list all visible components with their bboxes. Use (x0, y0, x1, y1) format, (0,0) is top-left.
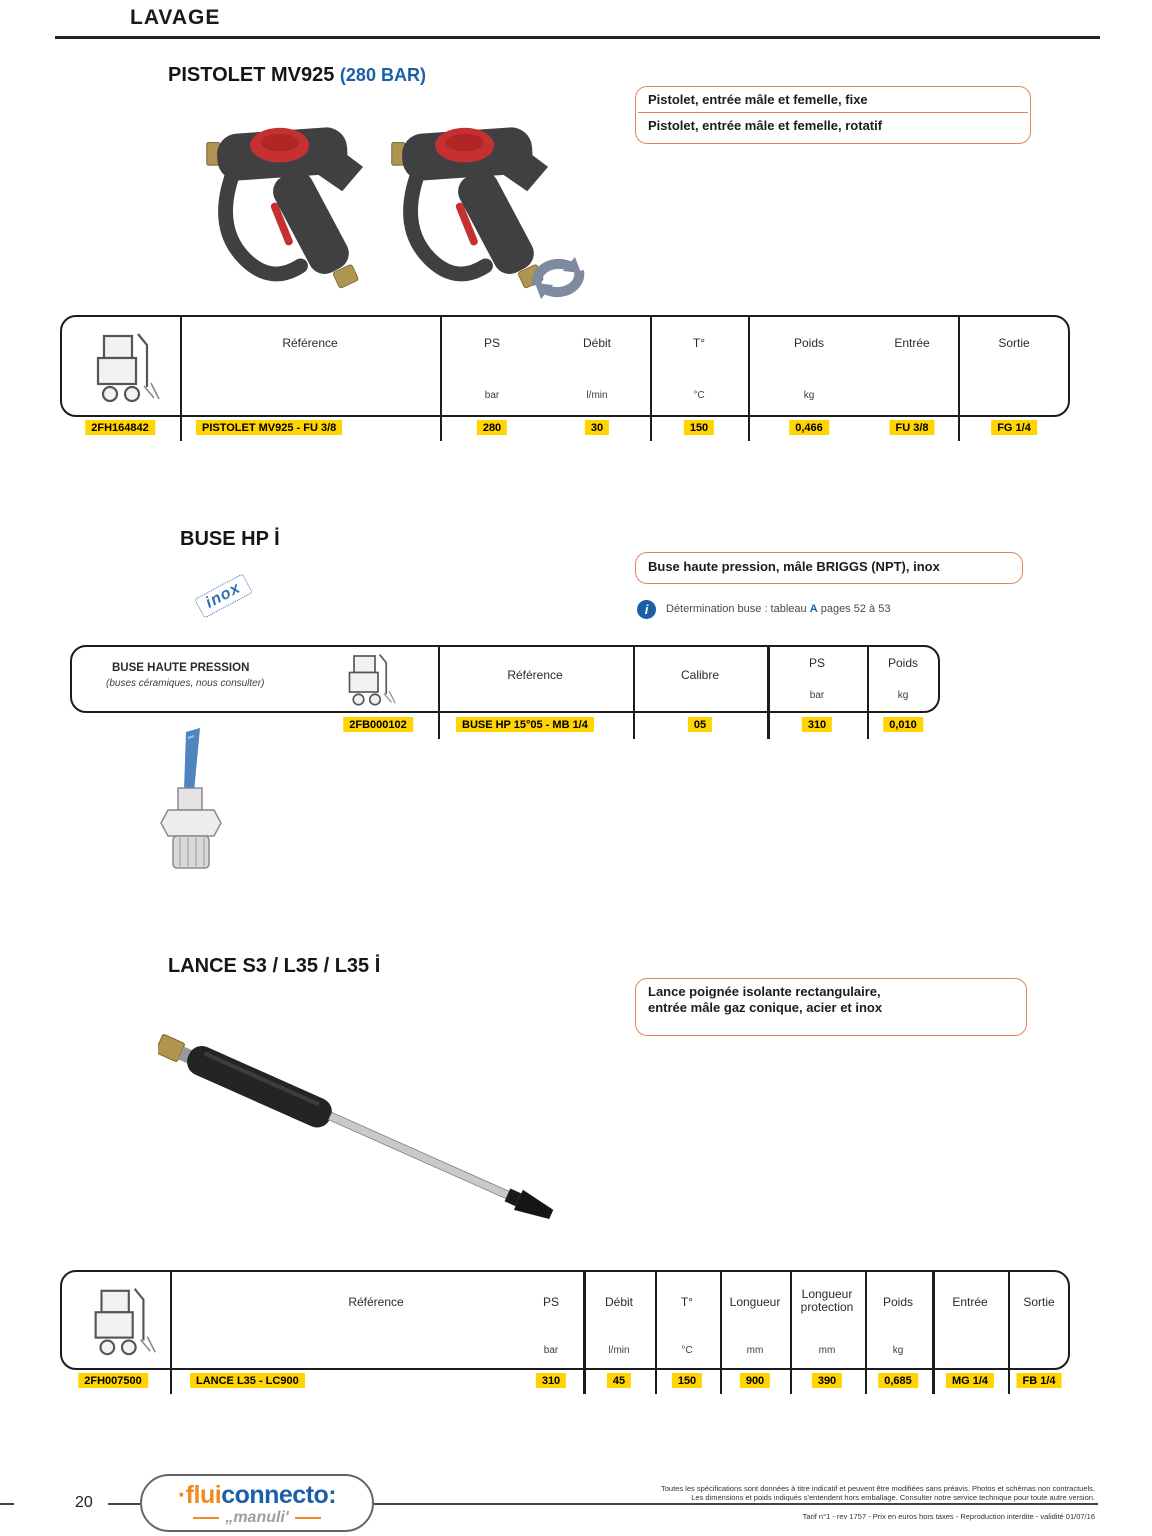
column-divider (748, 317, 750, 441)
info-note: Détermination buse : tableau A pages 52 à 53 (666, 603, 891, 615)
legal-fine-print: Toutes les spécifications sont données à titre indicatif et peuvent être modifiées sans préavis. Photos et schémas non contractuels. Les dimensions et poids indiqués s'entendent hors emballage. Consulter notre service technique pour toute autre version. (661, 1484, 1095, 1502)
logo-wordmark: ·fluiconnecto: (177, 1481, 337, 1509)
cell-poids: 0,010 (883, 717, 923, 732)
unit-poids: kg (897, 690, 909, 701)
cell-poids: 0,685 (878, 1373, 918, 1388)
cart-icon (85, 1283, 157, 1361)
cell-t: 150 (672, 1373, 702, 1388)
column-divider (440, 317, 442, 441)
callout-buse (635, 552, 1023, 584)
column-divider (583, 1272, 586, 1394)
cell-longueur-protection: 390 (812, 1373, 842, 1388)
col-header-sortie: Sortie (998, 336, 1030, 350)
logo-manuli: „manuli' (142, 1510, 372, 1526)
cell-entree: MG 1/4 (946, 1373, 994, 1388)
cell-t: 150 (684, 420, 714, 435)
callout-pistolet (635, 86, 1031, 144)
col-header-entree: Entrée (952, 1295, 988, 1309)
footer-rule (374, 1503, 1098, 1505)
unit-ps: bar (809, 690, 825, 701)
column-divider (180, 317, 182, 441)
callout-lance-line1: Lance poignée isolante rectangulaire, (648, 984, 881, 999)
col-header-reference: Référence (282, 336, 338, 350)
section-title-lance: LANCE S3 / L35 / L35 İ (168, 955, 381, 977)
fluiconnecto-logo (140, 1474, 374, 1532)
pistolet-table-header-box (60, 315, 1070, 417)
cell-reference: BUSE HP 15°05 - MB 1/4 (456, 717, 594, 732)
column-divider (170, 1272, 172, 1394)
unit-longueur: mm (746, 1345, 764, 1356)
cell-poids: 0,466 (789, 420, 829, 435)
col-header-entree: Entrée (894, 336, 930, 350)
rotation-arrows-icon (523, 245, 593, 311)
col-header-ps: PS (808, 656, 826, 670)
callout-buse-text: Buse haute pression, mâle BRIGGS (NPT), inox (648, 559, 940, 574)
cell-debit: 45 (607, 1373, 631, 1388)
col-header-calibre: Calibre (680, 668, 720, 682)
cell-ps: 310 (536, 1373, 566, 1388)
unit-ps: bar (543, 1345, 559, 1356)
cart-icon (88, 328, 160, 408)
footer-rule (0, 1503, 14, 1505)
column-divider (655, 1272, 657, 1394)
col-header-ps: PS (542, 1295, 560, 1309)
cell-code: 2FH164842 (85, 420, 155, 435)
cell-code: 2FB000102 (343, 717, 413, 732)
unit-debit: l/min (608, 1345, 630, 1356)
footer-rule (108, 1503, 140, 1505)
cell-entree: FU 3/8 (889, 420, 934, 435)
unit-debit: l/min (586, 390, 608, 401)
nozzle-image (148, 728, 238, 878)
info-icon: i (637, 600, 656, 619)
unit-t: °C (693, 390, 705, 401)
col-header-longueur: Longueur (729, 1295, 781, 1309)
column-divider (932, 1272, 935, 1394)
unit-longueur-protection: mm (818, 1345, 836, 1356)
cell-longueur: 900 (740, 1373, 770, 1388)
pressure-rating: (280 BAR) (339, 65, 426, 85)
cell-ps: 280 (477, 420, 507, 435)
callout-pistolet-rotatif: Pistolet, entrée mâle et femelle, rotatif (648, 118, 883, 134)
cell-debit: 30 (585, 420, 609, 435)
col-header-poids: Poids (887, 656, 919, 670)
col-header-debit: Débit (582, 336, 612, 350)
page-title: LAVAGE (130, 6, 221, 29)
cell-sortie: FB 1/4 (1016, 1373, 1061, 1388)
col-header-poids: Poids (882, 1295, 914, 1309)
callout-lance (635, 978, 1027, 1036)
tariff-fine-print: Tarif n°1 - rev 1757 - Prix en euros hors taxes - Reproduction interdite - validité 01/07/16 (802, 1512, 1095, 1521)
col-header-debit: Débit (604, 1295, 634, 1309)
col-header-ps: PS (483, 336, 501, 350)
section-title-buse: BUSE HP İ (180, 528, 280, 550)
lance-image (158, 1030, 618, 1260)
inox-badge: inox (194, 573, 253, 618)
unit-poids: kg (892, 1345, 904, 1356)
unit-t: °C (681, 1345, 693, 1356)
cell-reference: PISTOLET MV925 - FU 3/8 (196, 420, 342, 435)
cell-reference: LANCE L35 - LC900 (190, 1373, 305, 1388)
col-header-t: T° (692, 336, 706, 350)
buse-table-label: BUSE HAUTE PRESSION (112, 662, 250, 674)
cell-calibre: 05 (688, 717, 712, 732)
unit-poids: kg (803, 390, 815, 401)
table-a-link[interactable]: A (809, 603, 818, 615)
page-number: 20 (75, 1494, 93, 1511)
lance-table-header-box (60, 1270, 1070, 1370)
column-divider (633, 647, 635, 739)
column-divider (650, 317, 652, 441)
unit-ps: bar (484, 390, 500, 401)
spray-gun-fixed-image (205, 103, 370, 315)
callout-pistolet-fixe: Pistolet, entrée mâle et femelle, fixe (648, 92, 868, 107)
column-divider (1008, 1272, 1010, 1394)
column-divider (438, 647, 440, 739)
col-header-sortie: Sortie (1023, 1295, 1055, 1309)
callout-lance-line2: entrée mâle gaz conique, acier et inox (648, 1000, 883, 1015)
col-header-longueur-protection: Longueur protection (800, 1287, 854, 1314)
column-divider (767, 647, 770, 739)
cell-sortie: FG 1/4 (991, 420, 1037, 435)
cell-code: 2FH007500 (78, 1373, 148, 1388)
section-title-pistolet: PISTOLET MV925 (280 BAR) (168, 64, 426, 86)
col-header-reference: Référence (348, 1295, 404, 1309)
col-header-reference: Référence (507, 668, 563, 682)
col-header-poids: Poids (793, 336, 825, 350)
column-divider (958, 317, 960, 441)
buse-table-sublabel: (buses céramiques, nous consulter) (106, 678, 265, 689)
column-divider (867, 647, 869, 739)
header-rule (55, 36, 1100, 39)
cart-icon (340, 650, 398, 710)
col-header-t: T° (680, 1295, 694, 1309)
column-divider (720, 1272, 722, 1394)
cell-ps: 310 (802, 717, 832, 732)
